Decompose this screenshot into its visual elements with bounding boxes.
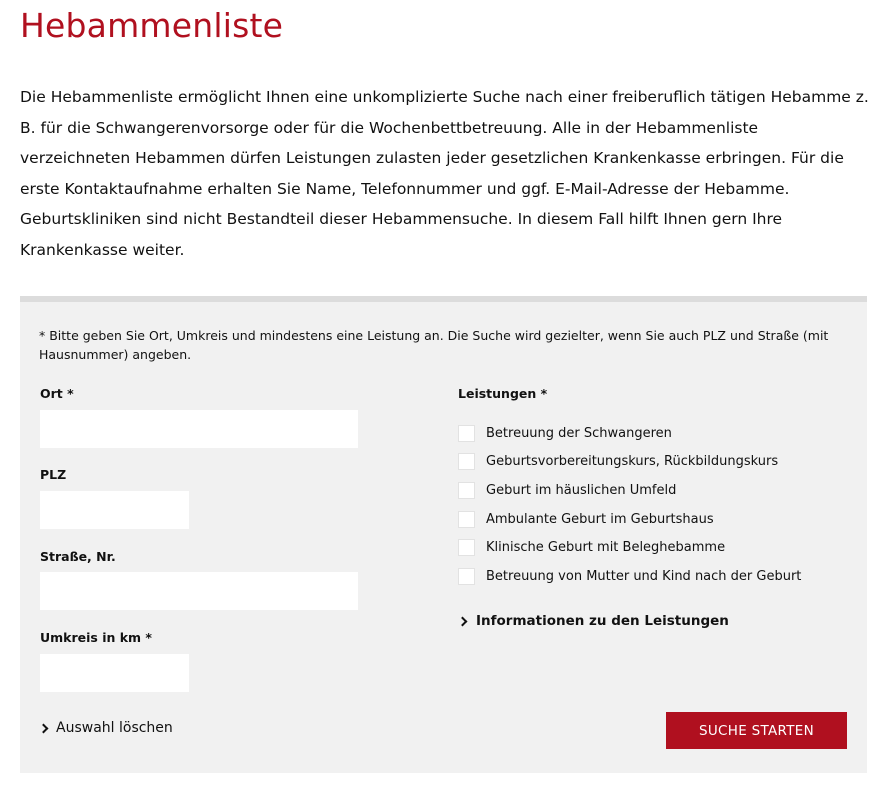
- search-submit-button[interactable]: SUCHE STARTEN: [666, 712, 847, 749]
- umkreis-label: Umkreis in km *: [40, 630, 152, 645]
- leistung-option-hausgeburt[interactable]: [458, 476, 801, 505]
- umkreis-input[interactable]: [40, 654, 189, 692]
- ort-input[interactable]: [40, 410, 358, 448]
- page-title: Hebammenliste: [20, 6, 284, 45]
- strasse-input[interactable]: [40, 572, 358, 610]
- intro-text: Die Hebammenliste ermöglicht Ihnen eine unkomplizierte Suche nach einer freiberuflich tätigen Hebamme z. B. für die Schwangerenvorsorge oder für die Wochenbettbetreuung. Alle in der Hebammenliste verzeichneten Hebammen dürfen Leistungen zulasten jeder gesetzlichen Krankenkasse erbringen. Für die erste Kontaktaufnahme erhalten Sie Name, Telefonnummer und ggf. E-Mail-Adresse der Hebamme. Geburtskliniken sind nicht Bestandteil dieser Hebammensuche. In diesem Fall hilft Ihnen gern Ihre Krankenkasse weiter.: [20, 88, 869, 259]
- plz-input[interactable]: [40, 491, 189, 529]
- checkbox-label: Betreuung der Schwangeren: [486, 425, 672, 441]
- checkbox[interactable]: [458, 539, 475, 556]
- reset-selection-link[interactable]: [39, 720, 173, 736]
- checkbox-label: Ambulante Geburt im Geburtshaus: [486, 511, 714, 527]
- search-form: [20, 296, 867, 773]
- checkbox[interactable]: [458, 568, 475, 585]
- leistung-option-wochenbett[interactable]: [458, 562, 801, 591]
- checkbox[interactable]: [458, 482, 475, 499]
- checkbox-label: Geburtsvorbereitungskurs, Rückbildungskurs: [486, 454, 779, 470]
- checkbox[interactable]: [458, 453, 475, 470]
- checkbox[interactable]: [458, 511, 475, 528]
- leistung-option-beleghebamme[interactable]: [458, 533, 801, 562]
- leistungen-info-link[interactable]: [458, 613, 729, 629]
- plz-label: PLZ: [40, 467, 67, 482]
- checkbox-label: Betreuung von Mutter und Kind nach der Geburt: [486, 568, 802, 584]
- leistungen-list: [458, 419, 801, 591]
- checkbox-label: Geburt im häuslichen Umfeld: [486, 482, 677, 498]
- chevron-right-icon: [39, 723, 49, 733]
- leistungen-info-link-label: Informationen zu den Leistungen: [476, 613, 729, 629]
- leistung-option-kurse[interactable]: [458, 448, 801, 477]
- leistung-option-schwangere[interactable]: [458, 419, 801, 448]
- chevron-right-icon: [458, 616, 468, 626]
- leistungen-label: Leistungen *: [458, 386, 548, 401]
- strasse-label: Straße, Nr.: [40, 549, 116, 564]
- leistung-option-geburtshaus[interactable]: [458, 505, 801, 534]
- reset-selection-label: Auswahl löschen: [56, 720, 173, 736]
- ort-label: Ort *: [40, 386, 74, 401]
- form-hint: * Bitte geben Sie Ort, Umkreis und mindestens eine Leistung an. Die Suche wird gezielter, wenn Sie auch PLZ und Straße (mit Hausnummer) angeben.: [39, 328, 829, 362]
- checkbox-label: Klinische Geburt mit Beleghebamme: [486, 540, 726, 556]
- checkbox[interactable]: [458, 425, 475, 442]
